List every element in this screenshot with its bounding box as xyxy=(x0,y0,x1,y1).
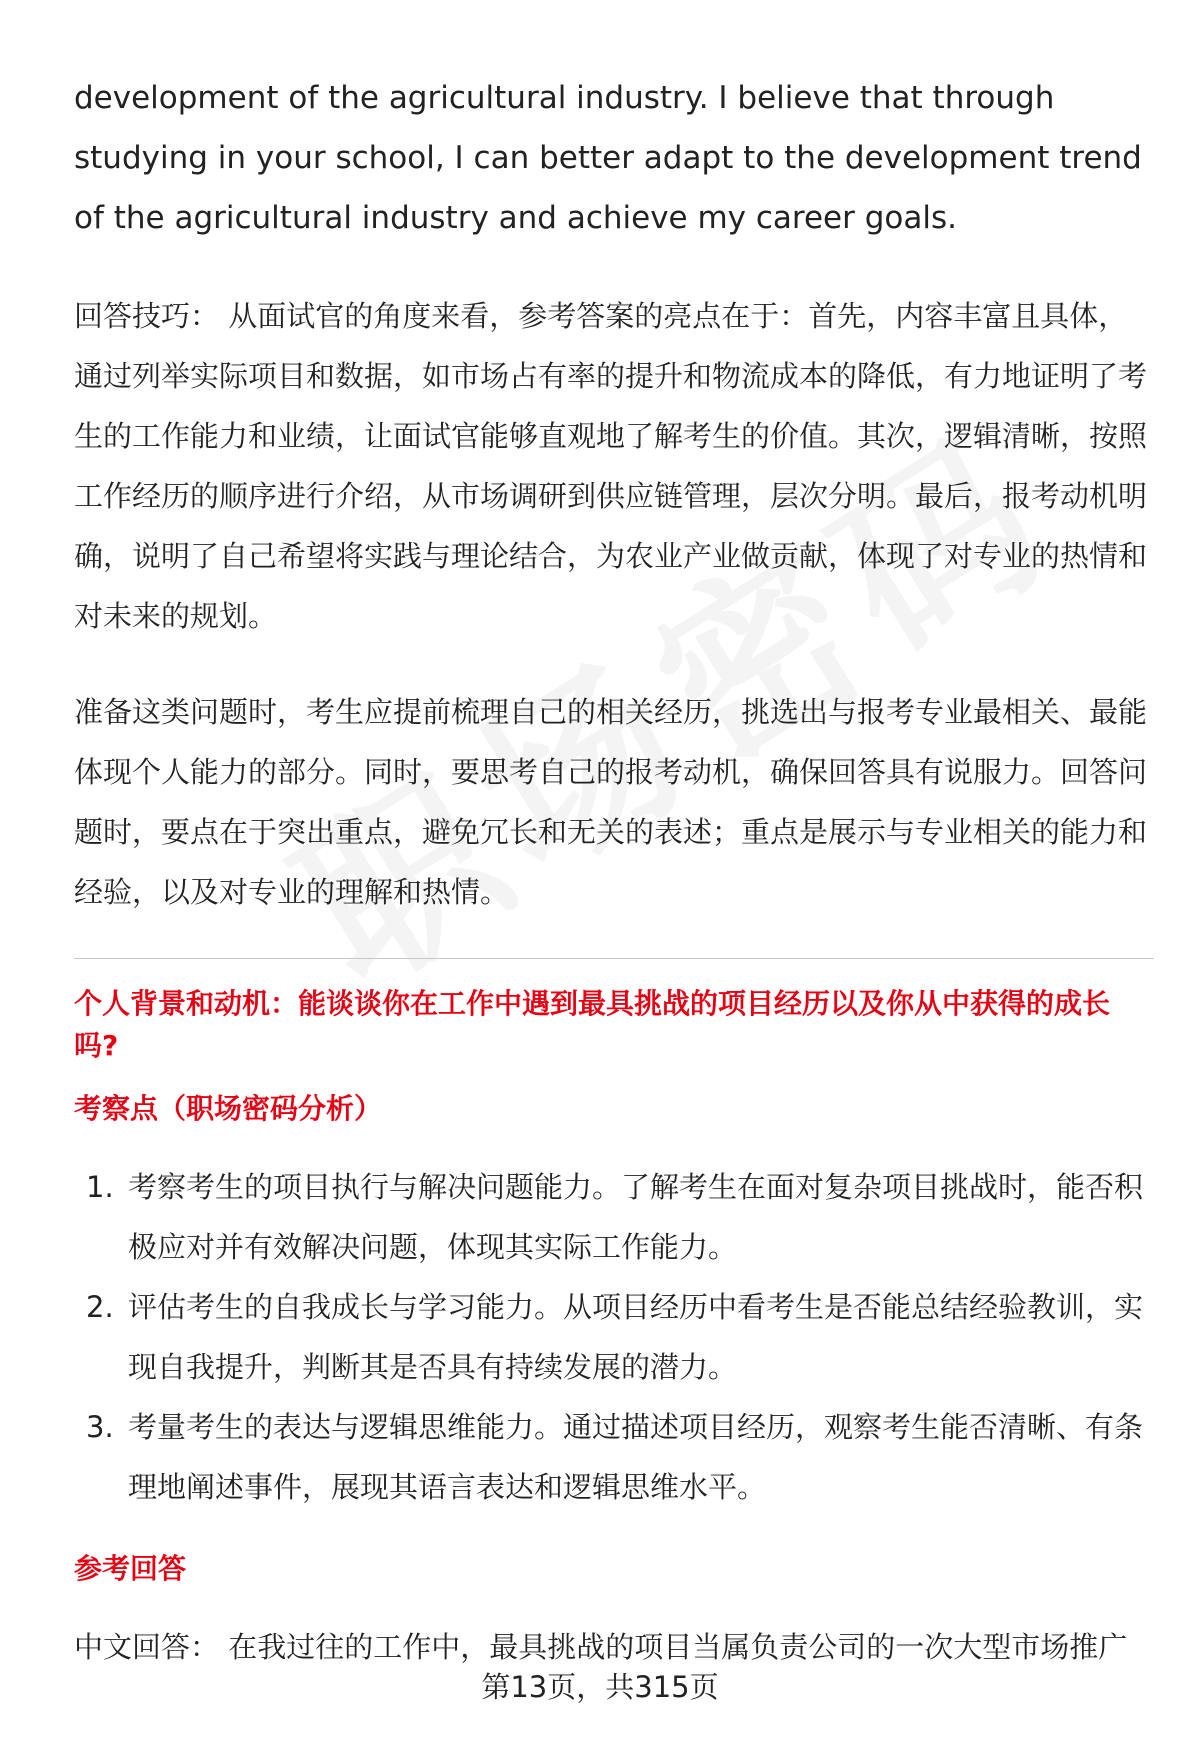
list-item xyxy=(74,1157,1154,1277)
document-body xyxy=(74,68,1154,1713)
list-text: 考量考生的表达与逻辑思维能力。通过描述项目经历，观察考生能否清晰、有条理地阐述事件，展现其语言表达和逻辑思维水平。 xyxy=(128,1410,1144,1504)
answer-tip-paragraph: 回答技巧： 从面试官的角度来看，参考答案的亮点在于：首先，内容丰富且具体，通过列举实际项目和数据，如市场占有率的提升和物流成本的降低，有力地证明了考生的工作能力和业绩，让面试官能够直观地了解考生的价值。其次，逻辑清晰，按照工作经历的顺序进行介绍，从市场调研到供应链管理，层次分明。最后，报考动机明确，说明了自己希望将实践与理论结合，为农业产业做贡献，体现了对专业的热情和对未来的规划。 xyxy=(74,299,1148,633)
assessment-heading: 考察点（职场密码分析） xyxy=(74,1092,383,1125)
reference-answer-heading: 参考回答 xyxy=(74,1552,187,1585)
section-divider xyxy=(74,958,1154,959)
assessment-list xyxy=(74,1157,1154,1517)
list-number: 1. xyxy=(86,1170,114,1204)
list-text: 考察考生的项目执行与解决问题能力。了解考生在面对复杂项目挑战时，能否积极应对并有效解决问题，体现其实际工作能力。 xyxy=(128,1170,1144,1264)
preparation-paragraph: 准备这类问题时，考生应提前梳理自己的相关经历，挑选出与报考专业最相关、最能体现个人能力的部分。同时，要思考自己的报考动机，确保回答具有说服力。回答问题时，要点在于突出重点，避免冗长和无关的表述；重点是展示与专业相关的能力和经验，以及对专业的理解和热情。 xyxy=(74,695,1148,909)
list-number: 2. xyxy=(86,1290,114,1324)
english-answer-continuation: development of the agricultural industry. I believe that through studying in your school, I can better adapt to the development trend of the agricultural industry and achieve my career goals. xyxy=(74,80,1142,236)
page-number: 第13页，共315页 xyxy=(481,1670,719,1704)
list-item xyxy=(74,1277,1154,1397)
question-heading: 个人背景和动机：能谈谈你在工作中遇到最具挑战的项目经历以及你从中获得的成长吗? xyxy=(74,987,1111,1062)
list-text: 评估考生的自我成长与学习能力。从项目经历中看考生是否能总结经验教训，实现自我提升，判断其是否具有持续发展的潜力。 xyxy=(128,1290,1144,1384)
chinese-answer-start: 中文回答： 在我过往的工作中，最具挑战的项目当属负责公司的一次大型市场推广 xyxy=(74,1630,1128,1664)
list-number: 3. xyxy=(86,1410,114,1444)
list-item xyxy=(74,1397,1154,1517)
